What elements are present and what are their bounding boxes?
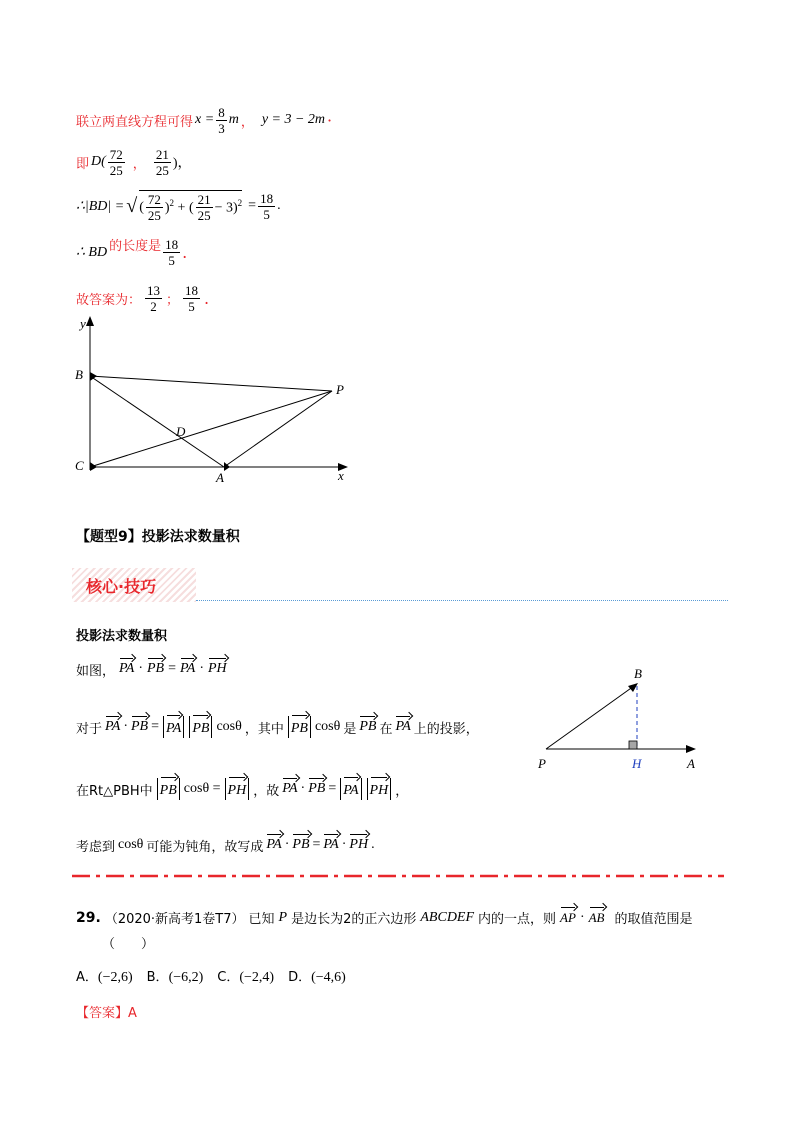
hexagon-name: ABCDEF — [420, 909, 475, 925]
label-p: P — [336, 382, 344, 397]
solution-line-4: ∴ BD 的长度是 $\frac{18}{5}$ . — [76, 236, 188, 268]
fraction: $\frac{13}{2}$ — [147, 282, 161, 314]
method-line-3-text: 在Rt△PBH中 — [76, 783, 153, 799]
label-b: B — [634, 666, 642, 681]
bd-symbol: ∴ BD — [76, 244, 108, 260]
point-c-marker — [90, 462, 97, 471]
fraction: $\frac{8}{3}$ — [218, 104, 225, 136]
method-subtitle: 投影法求数量积 — [76, 629, 168, 644]
problem-text: 内的一点，则 — [478, 912, 557, 927]
point-d: D( — [91, 154, 106, 169]
geometry-figure-1 — [66, 312, 366, 492]
answer-blank: （ ） — [102, 937, 155, 952]
problem-source: （2020·新高考1卷T7） — [104, 912, 245, 927]
answer-label: 【答案】 — [76, 1006, 129, 1021]
option-b[interactable]: B．(−6,2) — [146, 970, 204, 985]
option-a[interactable]: A．(−2,6) — [76, 970, 133, 985]
fraction: $\frac{21}{25}$ — [155, 146, 169, 178]
math-y: y = 3 − 2m — [261, 112, 326, 127]
label-c: C — [75, 458, 84, 473]
method-line-4-text: 考虑到 — [76, 839, 116, 855]
method-line-1-text: 如图， — [76, 663, 116, 679]
technique-badge-label: 核心·技巧 — [86, 577, 157, 596]
fraction: $\frac{72}{25}$ — [109, 146, 123, 178]
projection-figure — [530, 660, 710, 770]
point-p: P — [278, 909, 288, 925]
problem-29: 29. （2020·新高考1卷T7） 已知 P 是边长为2的正六边形 ABCDEF 内的一点，则 AP · AB 的取值范围是 （ ） — [76, 908, 726, 952]
separator: ； — [166, 292, 180, 308]
y-axis-arrow — [86, 316, 94, 326]
label-d: D — [176, 424, 186, 439]
label-y: y — [80, 316, 86, 331]
label-h: H — [632, 756, 642, 770]
method-line-2: 对于 PA · PB = PA PB cosθ ，其中 PB cosθ 是 PB 在 PA 上的投影， — [76, 712, 479, 742]
section-separator — [72, 874, 724, 878]
answer-label: 故答案为： — [76, 292, 142, 308]
solution-line-5: 故答案为： $\frac{13}{2}$ ； $\frac{18}{5}$ . — [76, 282, 210, 314]
label-p: P — [538, 756, 546, 770]
options-row — [76, 966, 346, 986]
fraction: $\frac{18}{5}$ — [165, 236, 179, 268]
label-b: B — [75, 367, 83, 382]
bd-length: ∴|BD| = — [76, 198, 125, 214]
label-x: x — [338, 468, 344, 483]
label-a: A — [216, 470, 224, 485]
problem-text: 已知 — [248, 912, 275, 927]
separator: ， — [240, 114, 254, 130]
solution-line-1 — [76, 100, 332, 140]
segment-ap — [224, 391, 332, 467]
fraction: $\frac{18}{5}$ — [185, 282, 199, 314]
solution-line-3: ∴|BD| = √ ( $\frac{72}{25}$ )$^2$ + ( $\frac{21}{25}$ − 3)$^2$ = $\frac{18}{5}$ . — [76, 190, 281, 223]
fraction: $\frac{18}{5}$ — [260, 190, 274, 222]
solution-line-2: 即 D( $\frac{72}{25}$ ， $\frac{21}{25}$ )， — [76, 146, 192, 178]
close-paren: )， — [172, 156, 192, 171]
segment-cp — [90, 391, 332, 467]
method-line-1: 如图， PA · PB = PA · PH — [76, 661, 227, 679]
option-c[interactable]: C．(−2,4) — [217, 970, 275, 985]
section-title: 【题型9】投影法求数量积 — [76, 529, 240, 545]
method-line-2-text: 对于 — [76, 721, 103, 737]
solution-line-1-text: 联立两直线方程可得 — [76, 114, 194, 130]
method-line-3: 在Rt△PBH中 PB cosθ = PH ，故 PA · PB = PA PH ， — [76, 774, 408, 804]
problem-text: 的取值范围是 — [614, 912, 693, 927]
solution-line-2-text: 即 — [76, 156, 90, 172]
badge-divider — [196, 600, 728, 601]
label-a: A — [687, 756, 695, 770]
method-line-4: 考虑到 cosθ 可能为钝角，故写成 PA · PB = PA · PH . — [76, 837, 375, 855]
math-x: x = — [195, 112, 215, 127]
arrow-a — [686, 745, 696, 753]
sqrt-body: ( $\frac{72}{25}$ )$^2$ + ( $\frac{21}{25}$ − 3)$^2$ — [139, 192, 243, 223]
equals: = — [248, 198, 257, 213]
period: · — [327, 110, 333, 130]
problem-number: 29. — [76, 909, 101, 926]
segment-bp — [90, 376, 332, 391]
segment-ba — [90, 376, 224, 467]
solution-line-4-text: 的长度是 — [109, 238, 162, 254]
problem-text: 是边长为2的正六边形 — [291, 912, 417, 927]
segment-pb — [546, 686, 634, 749]
answer-line — [76, 1002, 137, 1021]
option-d[interactable]: D．(−4,6) — [288, 970, 346, 985]
math-m: m — [228, 112, 239, 127]
technique-badge — [72, 568, 196, 602]
answer-value: A — [128, 1006, 137, 1021]
right-angle-square — [629, 741, 637, 749]
